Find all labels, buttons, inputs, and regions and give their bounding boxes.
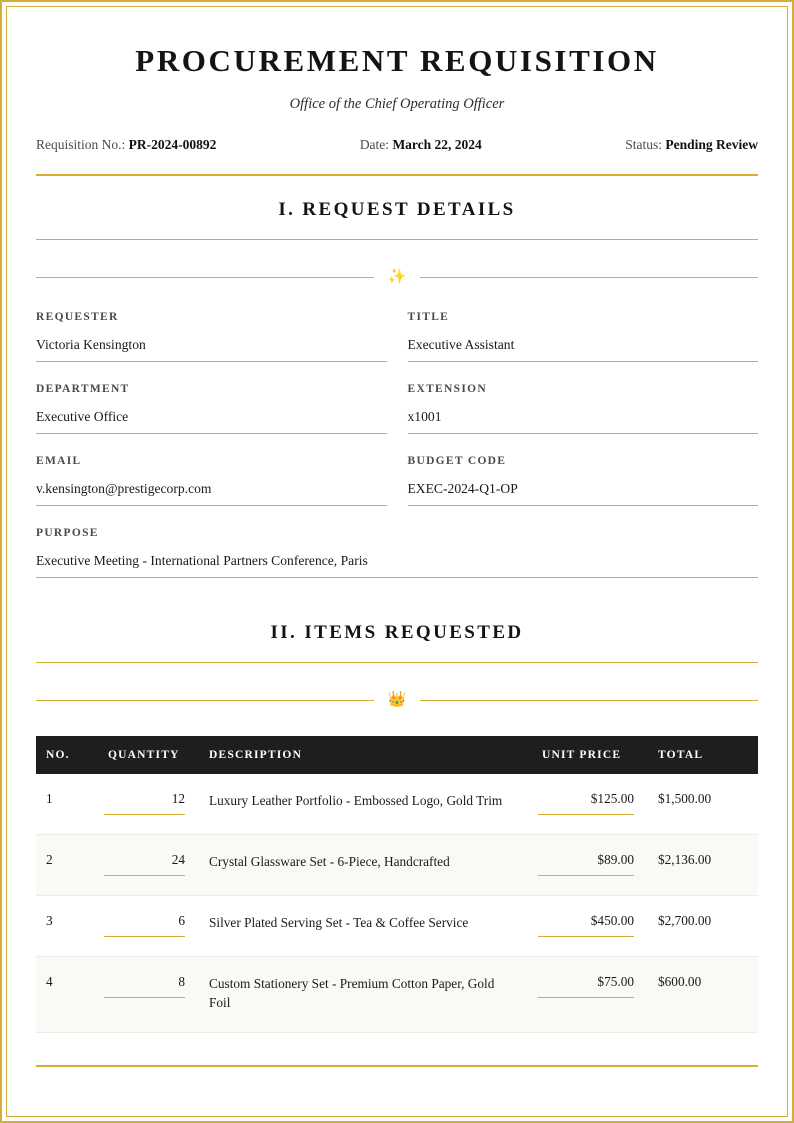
cell-quantity[interactable]: 12 [104,791,185,815]
document-meta-row [36,137,758,153]
ornament-line-right [420,277,758,278]
cell-quantity[interactable]: 6 [104,913,185,937]
cell-quantity[interactable]: 24 [104,852,185,876]
cell-unit-price[interactable]: $450.00 [538,913,634,937]
cell-no: 4 [36,957,94,1033]
page-inner-frame [6,6,788,1117]
status-value: Pending Review [665,137,758,152]
document-date-label: Date: [359,137,390,152]
cell-unit-price-wrap [528,835,648,896]
table-row [36,774,758,835]
field-value-extension[interactable]: x1001 [408,409,759,434]
field-label-extension: EXTENSION [407,383,487,395]
field-value-title[interactable]: Executive Assistant [408,337,759,362]
cell-quantity[interactable]: 8 [104,974,185,998]
field-department [36,383,387,434]
column-header-total: TOTAL [648,736,758,774]
ornament-line-left [36,700,374,701]
table-row [36,896,758,957]
section-underline-request-details [36,239,758,240]
field-requester [36,311,387,362]
field-title [408,311,759,362]
cell-description: Crystal Glassware Set - 6-Piece, Handcrafted [199,835,528,896]
ornament-line-right [420,700,758,701]
document-date-value: March 22, 2024 [392,137,482,152]
section-underline-items-requested [36,662,758,663]
section-heading-request-details: I. REQUEST DETAILS [278,199,516,220]
column-header-description: DESCRIPTION [199,736,528,774]
column-header-no: NO. [36,736,94,774]
cell-no: 2 [36,835,94,896]
cell-total: $1,500.00 [648,774,758,835]
ornament-divider-sparkles [36,270,758,285]
field-label-title: TITLE [407,311,450,323]
requisition-number-label: Requisition No.: [36,137,126,152]
field-email [36,455,387,506]
cell-no: 3 [36,896,94,957]
field-label-budget-code: BUDGET CODE [407,455,507,467]
cell-description: Silver Plated Serving Set - Tea & Coffee Service [199,896,528,957]
cell-unit-price[interactable]: $125.00 [538,791,634,815]
cell-total: $2,700.00 [648,896,758,957]
field-label-requester: REQUESTER [36,311,119,323]
cell-description: Custom Stationery Set - Premium Cotton Paper, Gold Foil [199,957,528,1033]
field-label-email: EMAIL [36,455,82,467]
field-extension [408,383,759,434]
column-header-unit-price: UNIT PRICE [528,736,648,774]
page-subtitle: Office of the Chief Operating Officer [289,96,505,112]
column-header-quantity: QUANTITY [94,736,199,774]
field-budget-code [408,455,759,506]
cell-quantity-wrap [94,957,199,1033]
crown-icon: 👑 [387,692,407,708]
requisition-number [36,137,216,153]
field-value-email[interactable]: v.kensington@prestigecorp.com [36,481,387,506]
cell-quantity-wrap [94,896,199,957]
cell-unit-price-wrap [528,896,648,957]
items-table-body [36,774,758,1032]
cell-total: $2,136.00 [648,835,758,896]
table-row [36,835,758,896]
field-label-department: DEPARTMENT [36,383,130,395]
cell-unit-price-wrap [528,957,648,1033]
field-label-purpose: PURPOSE [36,527,99,539]
cell-total: $600.00 [648,957,758,1033]
status-label: Status: [625,137,662,152]
field-value-department[interactable]: Executive Office [36,409,387,434]
request-details-form [36,311,758,599]
items-requested-table [36,736,758,1033]
cell-unit-price-wrap [528,774,648,835]
table-row [36,957,758,1033]
footer-divider [36,1065,758,1067]
cell-unit-price[interactable]: $89.00 [538,852,634,876]
document-date [360,137,482,153]
field-value-purpose[interactable]: Executive Meeting - International Partners Conference, Paris [36,553,758,578]
field-value-requester[interactable]: Victoria Kensington [36,337,387,362]
page-title: PROCUREMENT REQUISITION [135,43,659,78]
ornament-divider-crown [36,693,758,708]
field-value-budget-code[interactable]: EXEC-2024-Q1-OP [408,481,759,506]
cell-quantity-wrap [94,835,199,896]
header-divider [36,174,758,176]
cell-quantity-wrap [94,774,199,835]
items-table-header-row [36,736,758,774]
cell-description: Luxury Leather Portfolio - Embossed Logo, Gold Trim [199,774,528,835]
cell-unit-price[interactable]: $75.00 [538,974,634,998]
ornament-line-left [36,277,374,278]
field-purpose [36,527,758,578]
status-badge [625,137,758,153]
items-table-header [36,736,758,774]
sparkles-icon: ✨ [387,269,407,285]
section-heading-items-requested: II. ITEMS REQUESTED [270,622,524,643]
cell-no: 1 [36,774,94,835]
requisition-number-value: PR-2024-00892 [128,137,217,152]
